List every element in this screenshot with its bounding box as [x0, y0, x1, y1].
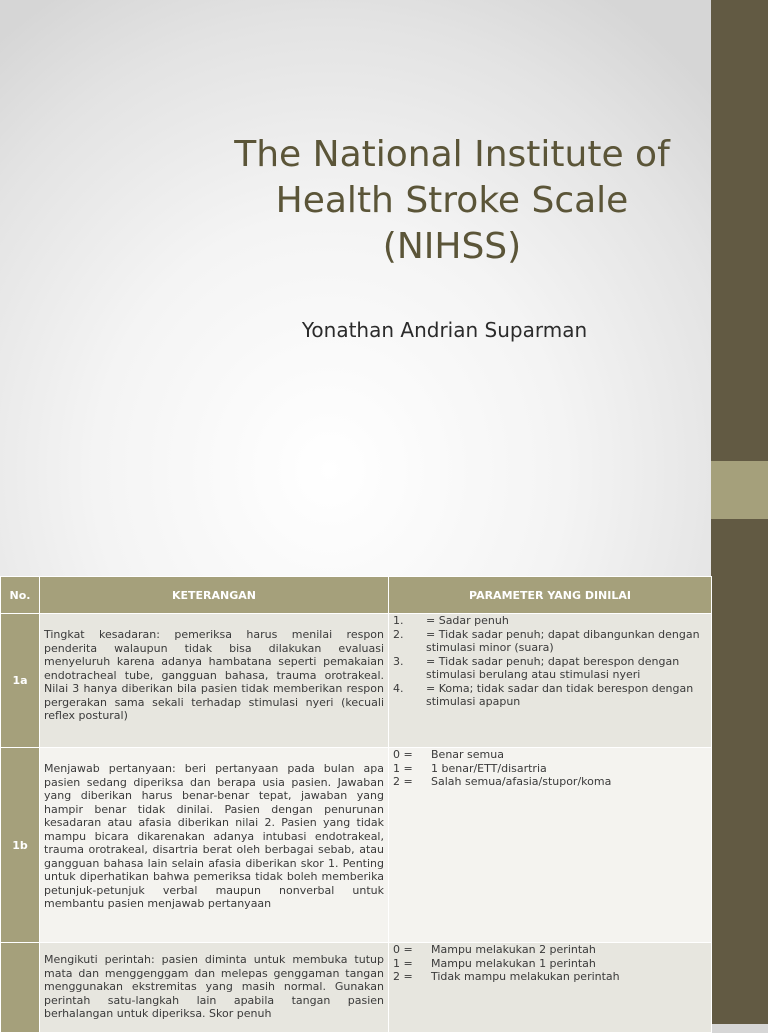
row-number: 1b	[1, 748, 40, 943]
nihss-table	[0, 576, 712, 1033]
row-description: Tingkat kesadaran: pemeriksa harus menilai respon penderita walaupun tidak bisa dilakukan evaluasi menyeluruh karena adanya hambatana seperti pemakaian endotracheal tube, gangguan bahasa, trauma orotrakeal. Nilai 3 hanya diberikan bila pasien tidak memberikan respon pergerakan sama sekali terhadap stimulasi nyeri (kecuali reflex postural)	[40, 614, 389, 748]
author-name: Yonathan Andrian Suparman	[301, 318, 588, 342]
row-parameters	[389, 748, 712, 943]
slide-title	[212, 132, 692, 270]
param-item: 2 = Salah semua/afasia/stupor/koma	[393, 775, 612, 788]
row-description: Mengikuti perintah: pasien diminta untuk membuka tutup mata dan menggenggam dan melepas genggaman tangan menggunakan ekstremitas yang masih normal. Gunakan perintah satu-langkah lain apabila tangan pasien berhalangan untuk diperiksa. Skor penuh	[40, 943, 389, 1033]
table-row	[1, 614, 712, 748]
table-row	[1, 943, 712, 1033]
table-row	[1, 748, 712, 943]
param-item: 0 = Mampu melakukan 2 perintah	[393, 943, 596, 956]
header-parameter: PARAMETER YANG DINILAI	[389, 577, 712, 614]
row-number: 1a	[1, 614, 40, 748]
table-header-row	[1, 577, 712, 614]
row-parameters	[389, 943, 712, 1033]
header-no: No.	[1, 577, 40, 614]
param-item: 1 = 1 benar/ETT/disartria	[393, 761, 547, 775]
title-line-1: The National Institute of	[234, 134, 670, 175]
param-item: 1. = Sadar penuh	[393, 614, 509, 627]
header-keterangan: KETERANGAN	[40, 577, 389, 614]
row-parameters	[389, 614, 712, 748]
sidebar-accent-block	[711, 461, 768, 519]
param-item: 4. = Koma; tidak sadar dan tidak berespon dengan stimulasi apapun	[393, 681, 694, 708]
row-description: Menjawab pertanyaan: beri pertanyaan pada bulan apa pasien sedang diperiksa dan berapa usia pasien. Jawaban yang diberikan harus benar-benar tepat, jawaban yang hampir benar tidak dinilai. Pasien dengan penurunan kesadaran atau afasia diberikan nilai 2. Pasien yang tidak mampu bicara dikarenakan adanya intubasi endotrakeal, trauma orotrakeal, disartria berat oleh berbagai sebab, atau gangguan bahasa lain selain afasia diberikan skor 1. Penting untuk diperhatikan bahwa pemeriksa tidak boleh memberika petunjuk-petunjuk verbal maupun nonverbal untuk membantu pasien menjawab pertanyaan	[40, 748, 389, 943]
param-item: 1 = Mampu melakukan 1 perintah	[393, 956, 596, 970]
title-line-3: (NIHSS)	[382, 226, 522, 267]
param-item: 0 = Benar semua	[393, 748, 504, 761]
title-line-2: Health Stroke Scale	[275, 180, 629, 221]
param-item: 2 = Tidak mampu melakukan perintah	[393, 970, 620, 983]
row-number	[1, 943, 40, 1033]
param-item: 2. = Tidak sadar penuh; dapat dibangunkan dengan stimulasi minor (suara)	[393, 627, 700, 654]
param-item: 3. = Tidak sadar penuh; dapat berespon dengan stimulasi berulang atau stimulasi nyeri	[393, 654, 680, 681]
